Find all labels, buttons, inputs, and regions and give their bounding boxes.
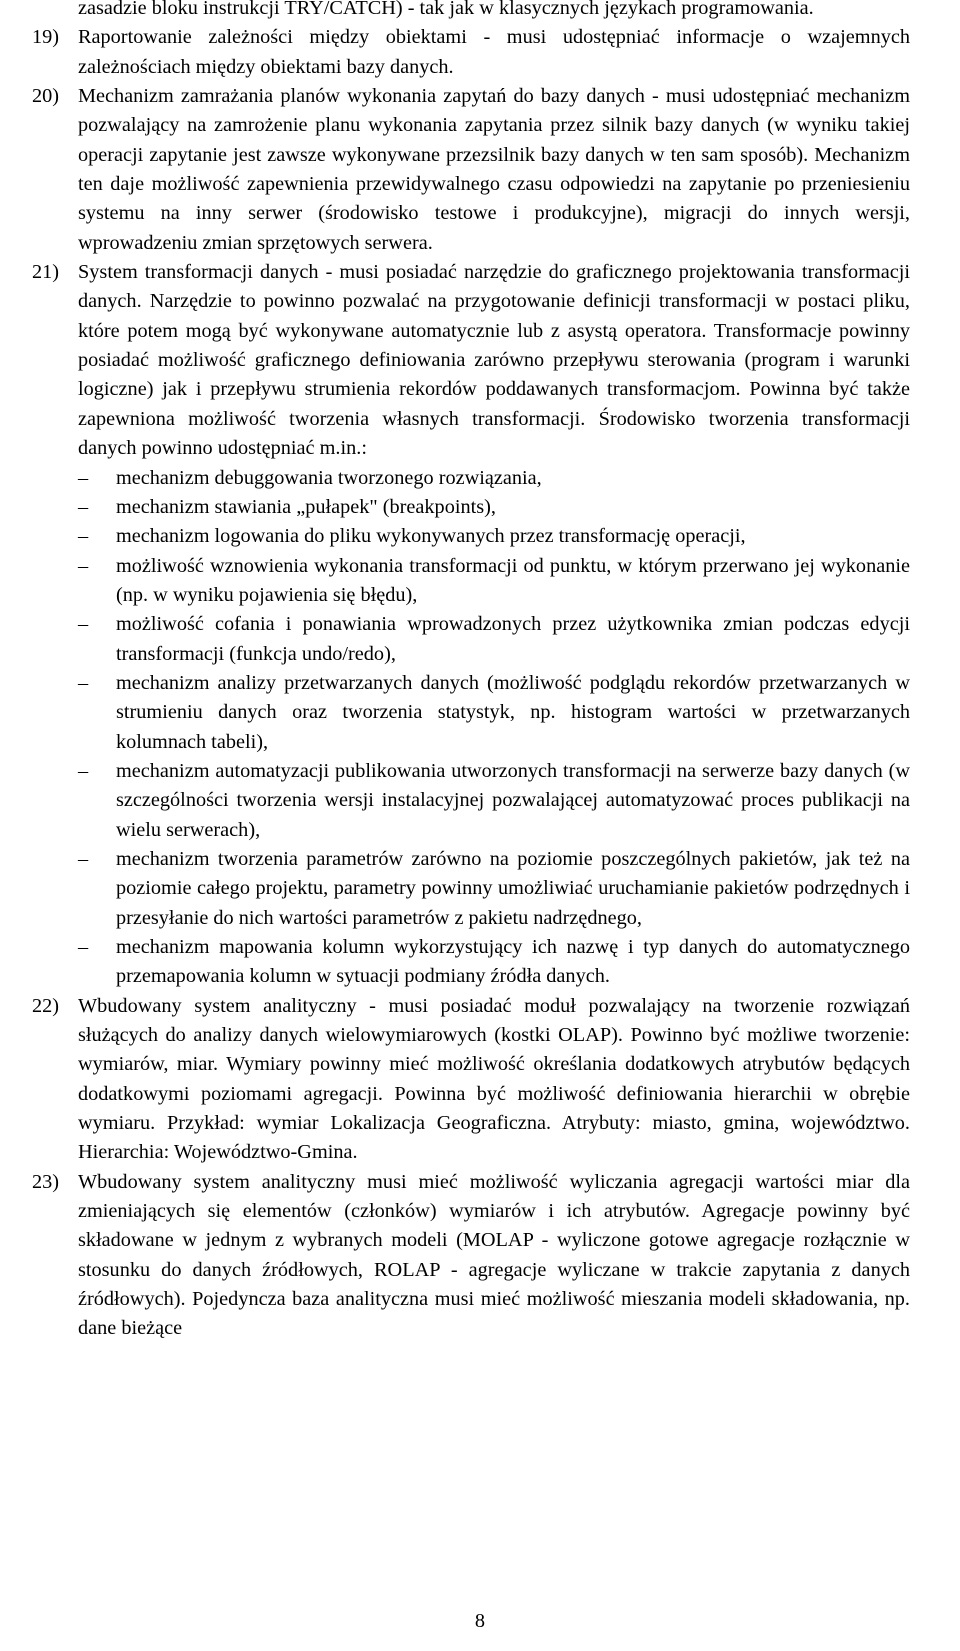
bullet-item <box>38 933 910 992</box>
item-text: Mechanizm zamrażania planów wykonania zapytań do bazy danych - musi udostępniać mechanizm pozwalający na zamrożenie planu wykonania zapytania przez silnik bazy danych (w wyniku takiej operacji zapytanie jest zawsze wykonywane przezsilnik bazy danych w ten sam sposób). Mechanizm ten daje możliwość zapewnienia przewidywalnego czasu odpowiedzi na zapytanie po przeniesieniu systemu na inny serwer (środowisko testowe i produkcyjne), migracji do innych wersji, wprowadzeniu zmian sprzętowych serwera. <box>78 85 910 254</box>
bullet-text: mechanizm logowania do pliku wykonywanych przez transformację operacji, <box>116 525 746 548</box>
document-body <box>32 0 910 1344</box>
bullet-item <box>38 464 910 493</box>
bullet-item <box>38 845 910 933</box>
bullet-text: mechanizm stawiania „pułapek" (breakpoints), <box>116 495 496 518</box>
item-text: Raportowanie zależności między obiektami - musi udostępniać informacje o wzajemnych zależnościach między obiektami bazy danych. <box>78 26 910 78</box>
item-number: 22) <box>32 994 60 1017</box>
bullet-text: mechanizm mapowania kolumn wykorzystujący ich nazwę i typ danych do automatycznego przemapowania kolumn w sytuacji podmiany źródła danych. <box>116 936 910 988</box>
bullet-item <box>38 757 910 845</box>
bullet-item <box>38 552 910 611</box>
page-number: 8 <box>474 1610 486 1632</box>
list-item-22 <box>32 992 910 1168</box>
list-item-21 <box>32 258 910 463</box>
bullet-text: mechanizm tworzenia parametrów zarówno na poziomie poszczególnych pakietów, jak też na poziomie całego projektu, parametry powinny umożliwiać uruchamianie pakietów podrzędnych i przesyłanie do nich wartości parametrów z pakietu nadrzędnego, <box>116 847 910 929</box>
item-text: System transformacji danych - musi posiadać narzędzie do graficznego projektowania transformacji danych. Narzędzie to powinno pozwalać na przygotowanie definicji transformacji w postaci pliku, które potem mogą być wykonywane automatycznie lub z asystą operatora. Transformacje powinny posiadać możliwość graficznego definiowania zarówno przepływu sterowania (program i warunki logiczne) jak i przepływu strumienia rekordów poddawanych transformacjom. Powinna być także zapewniona możliwość tworzenia własnych transformacji. Środowisko tworzenia transformacji danych powinno udostępniać m.in.: <box>78 261 910 460</box>
bullet-text: możliwość cofania i ponawiania wprowadzonych przez użytkownika zmian podczas edycji transformacji (funkcja undo/redo), <box>116 613 910 665</box>
dash-bullet-icon: – <box>78 525 89 548</box>
bullet-list <box>38 464 910 992</box>
bullet-text: mechanizm automatyzacji publikowania utworzonych transformacji na serwerze bazy danych (w szczególności tworzenia wersji instalacyjnej pozwalającej automatyzować proces publikacji na wielu serwerach), <box>116 759 910 841</box>
dash-bullet-icon: – <box>78 936 89 958</box>
bullet-item <box>38 522 910 551</box>
bullet-text: mechanizm analizy przetwarzanych danych (możliwość podglądu rekordów przetwarzanych w strumieniu danych oraz tworzenia statystyk, np. histogram wartości w przetwarzanych kolumnach tabeli), <box>116 671 910 753</box>
item-text: Wbudowany system analityczny - musi posiadać moduł pozwalający na tworzenie rozwiązań służących do analizy danych wielowymiarowych (kostki OLAP). Powinno być możliwe tworzenie: wymiarów, miar. Wymiary powinny mieć możliwość określania dodatkowych atrybutów będących dodatkowymi poziomami agregacji. Powinna być możliwość definiowania hierarchii w obrębie wymiaru. Przykład: wymiar Lokalizacja Geograficzna. Atrybuty: miasto, gmina, województwo. Hierarchia: Województwo-Gmina. <box>78 994 910 1164</box>
dash-bullet-icon: – <box>78 495 89 518</box>
item-text: Wbudowany system analityczny musi mieć możliwość wyliczania agregacji wartości miar dla zmieniających się elementów (członków) wymiarów i ich atrybutów. Agregacje powinny być składowane w jednym z wybranych modeli (MOLAP - wyliczone gotowe agregacje rozłącznie w stosunku do danych źródłowych, ROLAP - agregacje wyliczane w trakcie zapytania z danych źródłowych). Pojedyncza baza analityczna musi mieć możliwość mieszania modeli składowania, np. dane bieżące <box>78 1170 910 1340</box>
item-number: 19) <box>32 26 60 49</box>
bullet-text: możliwość wznowienia wykonania transformacji od punktu, w którym przerwano jej wykonanie (np. w wyniku pojawienia się błędu), <box>116 554 910 606</box>
dash-bullet-icon: – <box>78 554 89 577</box>
item-number: 21) <box>32 261 60 284</box>
list-item-20 <box>32 82 910 258</box>
list-item-23 <box>32 1168 910 1344</box>
item-number: 23) <box>32 1170 60 1193</box>
bullet-item <box>38 669 910 757</box>
bullet-item <box>38 493 910 522</box>
continuation-text: zasadzie bloku instrukcji TRY/CATCH) - tak jak w klasycznych językach programowania. <box>78 0 814 19</box>
bullet-text: mechanizm debuggowania tworzonego rozwiązania, <box>116 466 542 489</box>
dash-bullet-icon: – <box>78 613 89 636</box>
dash-bullet-icon: – <box>78 466 89 489</box>
item-number: 20) <box>32 85 60 108</box>
dash-bullet-icon: – <box>78 759 89 782</box>
dash-bullet-icon: – <box>78 847 89 870</box>
dash-bullet-icon: – <box>78 671 89 694</box>
list-item-19 <box>32 23 910 82</box>
bullet-item <box>38 610 910 669</box>
